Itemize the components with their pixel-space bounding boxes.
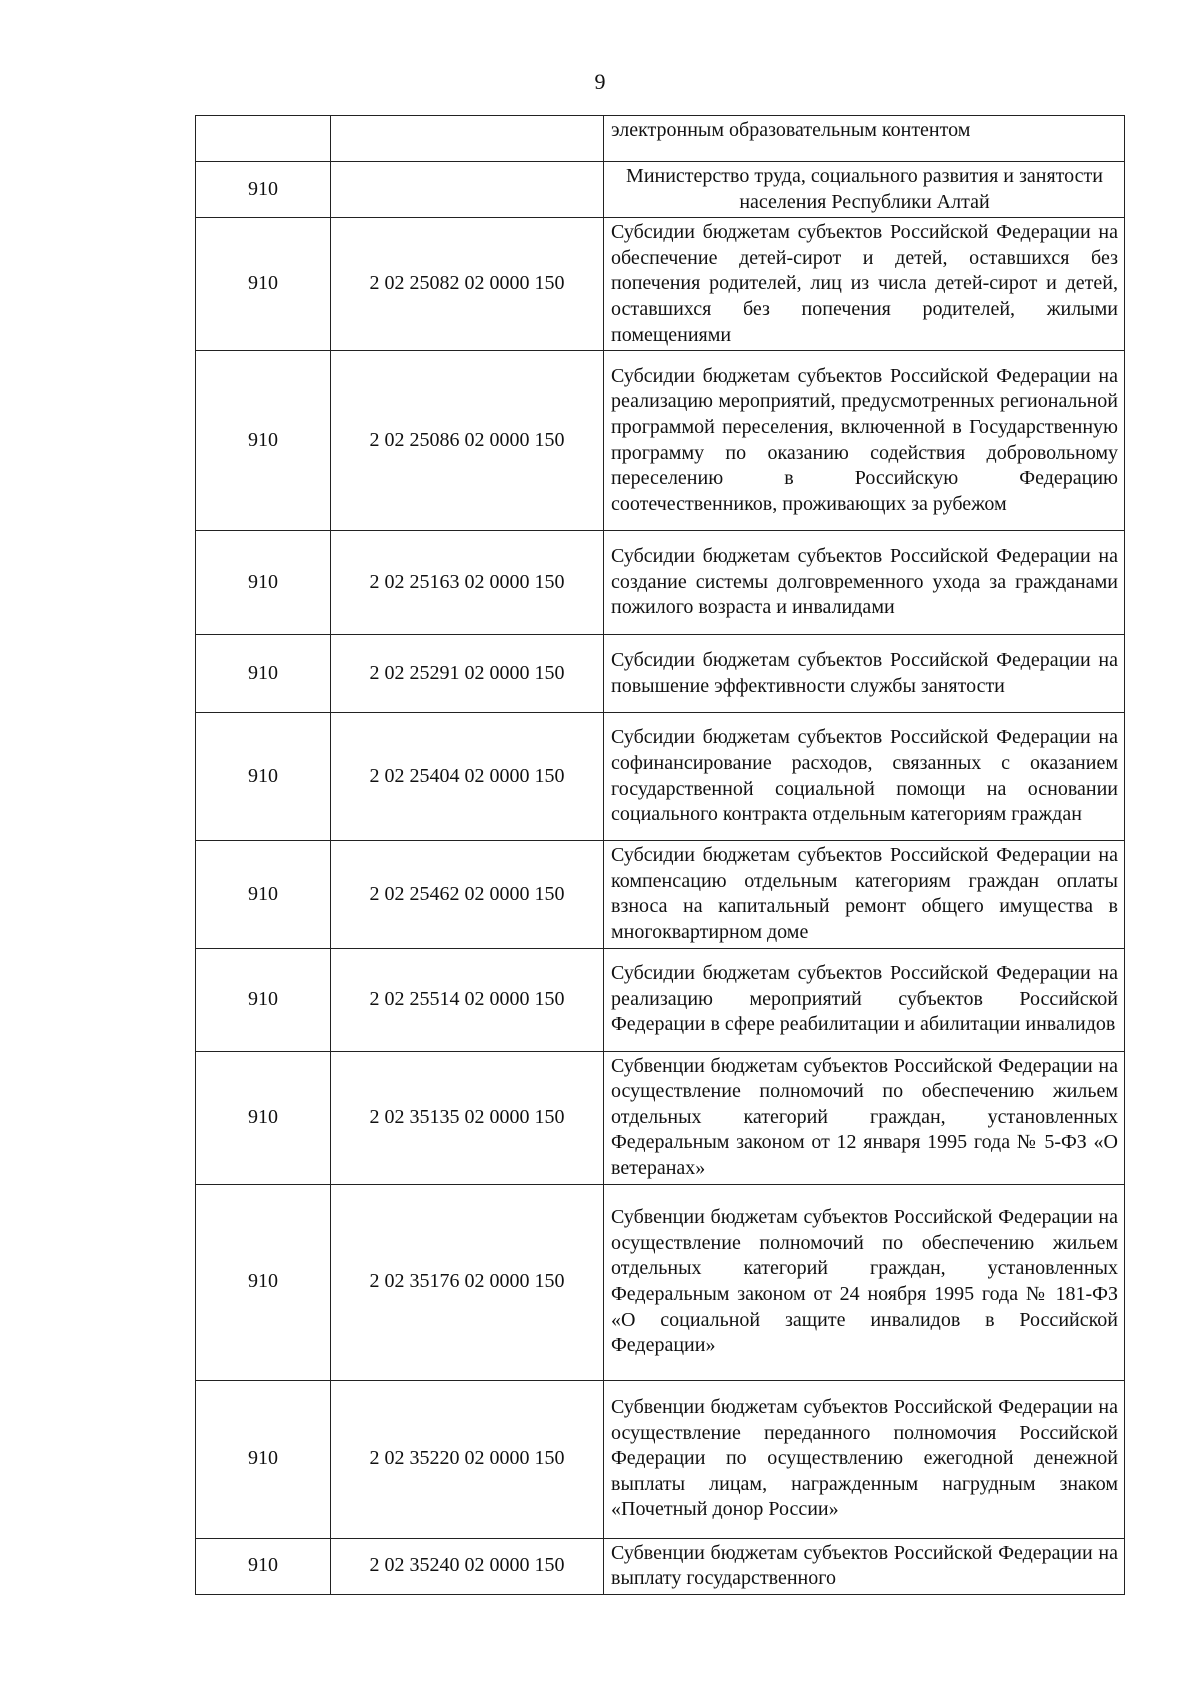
- revenue-name-cell: Субсидии бюджетам субъектов Российской Федерации на создание системы долговременного ухода за гражданами пожилого возраста и инвалидами: [604, 531, 1125, 635]
- revenue-code-cell: 2 02 35135 02 0000 150: [331, 1051, 604, 1184]
- revenue-code-cell: 2 02 35176 02 0000 150: [331, 1184, 604, 1380]
- table-row: [196, 162, 1125, 218]
- admin-code-cell: 910: [196, 713, 331, 841]
- ministry-heading-cell: Министерство труда, социального развития и занятости населения Республики Алтай: [604, 162, 1125, 218]
- table-row: [196, 116, 1125, 162]
- revenue-name-cell: Субсидии бюджетам субъектов Российской Федерации на компенсацию отдельным категориям граждан оплаты взноса на капитальный ремонт общего имущества в многоквартирном доме: [604, 841, 1125, 948]
- revenue-code-cell: 2 02 25291 02 0000 150: [331, 635, 604, 713]
- revenue-code-cell: 2 02 35240 02 0000 150: [331, 1538, 604, 1594]
- revenue-name-cell: Субвенции бюджетам субъектов Российской Федерации на осуществление полномочий по обеспечению жильем отдельных категорий граждан, установленных Федеральным законом от 12 января 1995 года № 5-ФЗ «О ветеранах»: [604, 1051, 1125, 1184]
- table-row: [196, 218, 1125, 351]
- admin-code-cell: 910: [196, 1051, 331, 1184]
- admin-code-cell: 910: [196, 635, 331, 713]
- page-number: 9: [594, 69, 606, 94]
- admin-code-cell: 910: [196, 841, 331, 948]
- revenue-name-cell: Субсидии бюджетам субъектов Российской Федерации на реализацию мероприятий, предусмотренных региональной программой переселения, включенной в Государственную программу по оказанию содействия добровольному переселению в Российскую Федерацию соотечественников, проживающих за рубежом: [604, 351, 1125, 531]
- table-row: [196, 1380, 1125, 1538]
- table-row: [196, 1538, 1125, 1594]
- revenue-name-cell: Субсидии бюджетам субъектов Российской Федерации на софинансирование расходов, связанных с оказанием государственной социальной помощи на основании социального контракта отдельным категориям граждан: [604, 713, 1125, 841]
- budget-revenue-table: [195, 115, 1125, 1595]
- revenue-code-cell: 2 02 25514 02 0000 150: [331, 948, 604, 1051]
- admin-code-cell: 910: [196, 1184, 331, 1380]
- revenue-code-cell: 2 02 25404 02 0000 150: [331, 713, 604, 841]
- revenue-code-cell: 2 02 25082 02 0000 150: [331, 218, 604, 351]
- admin-code-cell: 910: [196, 1380, 331, 1538]
- revenue-name-cell: Субсидии бюджетам субъектов Российской Федерации на реализацию мероприятий субъектов Российской Федерации в сфере реабилитации и абилитации инвалидов: [604, 948, 1125, 1051]
- table-row: [196, 948, 1125, 1051]
- admin-code-cell: 910: [196, 351, 331, 531]
- admin-code-cell: 910: [196, 948, 331, 1051]
- revenue-name-cell: электронным образовательным контентом: [604, 116, 1125, 162]
- table-row: [196, 635, 1125, 713]
- revenue-name-cell: Субвенции бюджетам субъектов Российской Федерации на осуществление переданного полномочия Российской Федерации по осуществлению ежегодной денежной выплаты лицам, награжденным нагрудным знаком «Почетный донор России»: [604, 1380, 1125, 1538]
- table-row: [196, 351, 1125, 531]
- admin-code-cell: 910: [196, 1538, 331, 1594]
- revenue-code-cell: [331, 116, 604, 162]
- table-row: [196, 531, 1125, 635]
- revenue-code-cell: 2 02 25462 02 0000 150: [331, 841, 604, 948]
- admin-code-cell: 910: [196, 162, 331, 218]
- revenue-code-cell: 2 02 35220 02 0000 150: [331, 1380, 604, 1538]
- table-row: [196, 1184, 1125, 1380]
- revenue-name-cell: Субвенции бюджетам субъектов Российской Федерации на выплату государственного: [604, 1538, 1125, 1594]
- revenue-name-cell: Субсидии бюджетам субъектов Российской Федерации на обеспечение детей-сирот и детей, оставшихся без попечения родителей, лиц из числа детей-сирот и детей, оставшихся без попечения родителей, жилыми помещениями: [604, 218, 1125, 351]
- revenue-name-cell: Субвенции бюджетам субъектов Российской Федерации на осуществление полномочий по обеспечению жильем отдельных категорий граждан, установленных Федеральным законом от 24 ноября 1995 года № 181-ФЗ «О социальной защите инвалидов в Российской Федерации»: [604, 1184, 1125, 1380]
- revenue-code-cell: 2 02 25163 02 0000 150: [331, 531, 604, 635]
- revenue-code-cell: [331, 162, 604, 218]
- revenue-name-cell: Субсидии бюджетам субъектов Российской Федерации на повышение эффективности службы занятости: [604, 635, 1125, 713]
- admin-code-cell: [196, 116, 331, 162]
- table-row: [196, 713, 1125, 841]
- table-row: [196, 841, 1125, 948]
- table-row: [196, 1051, 1125, 1184]
- admin-code-cell: 910: [196, 531, 331, 635]
- admin-code-cell: 910: [196, 218, 331, 351]
- revenue-code-cell: 2 02 25086 02 0000 150: [331, 351, 604, 531]
